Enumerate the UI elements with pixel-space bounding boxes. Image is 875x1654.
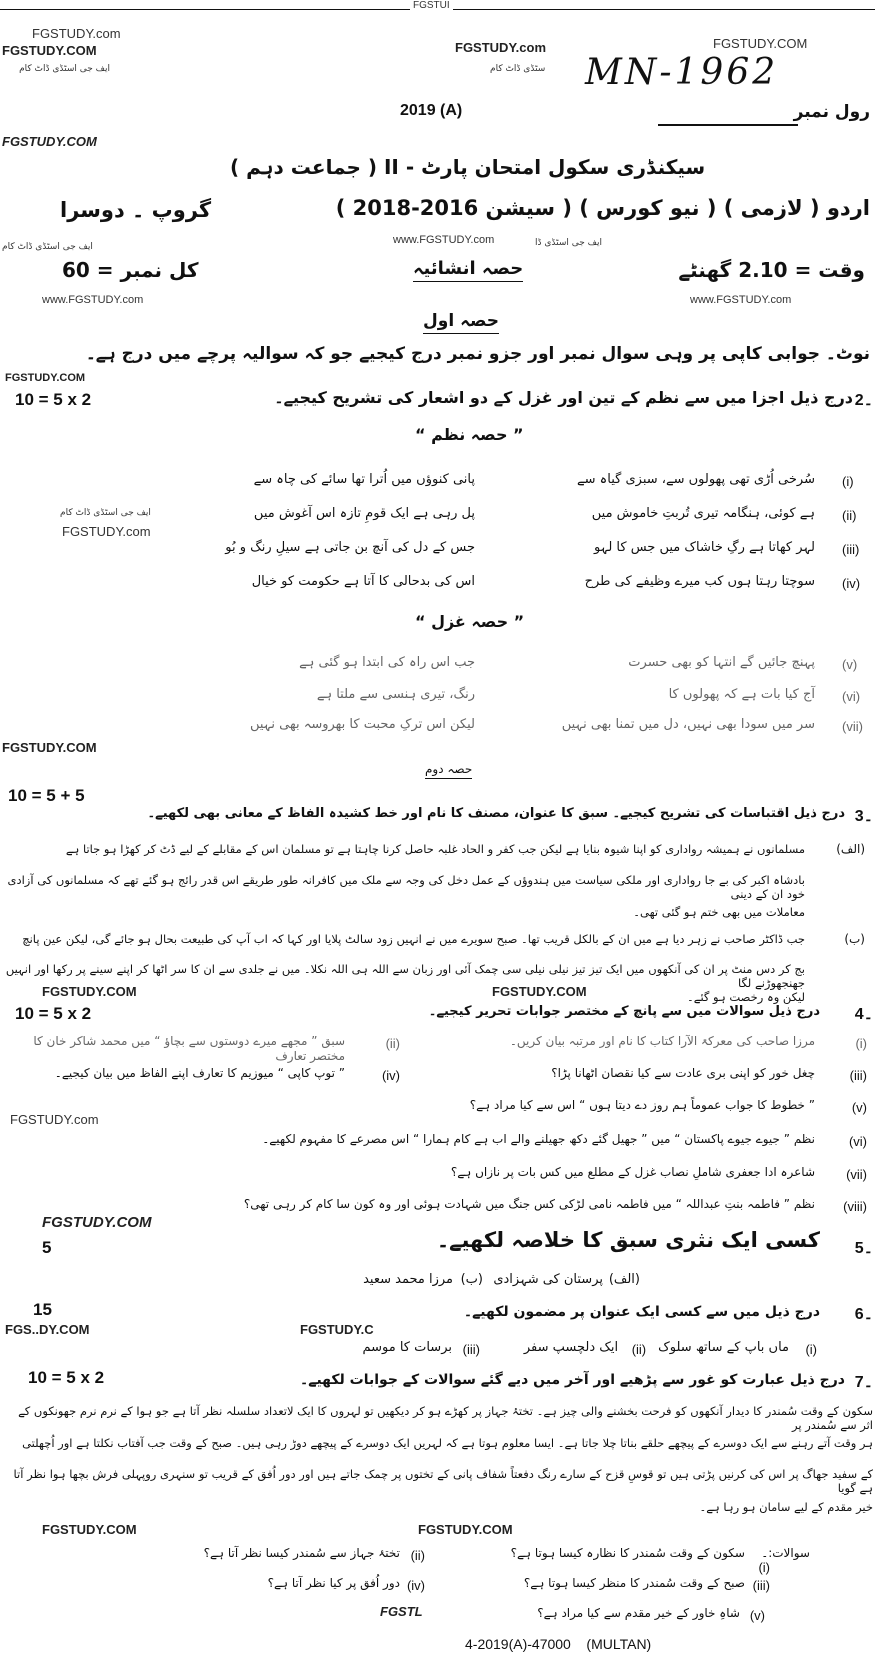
watermark: www.FGSTUDY.com — [393, 234, 495, 246]
q7-question-text: سکون کے وقت سُمندر کا نظارہ کیسا ہوتا ہے؟ — [510, 1546, 745, 1560]
watermark: FGSTUDY.com — [32, 26, 121, 41]
verse-misra-first: پہنچ جائیں گے انتہا کو بھی حسرت — [628, 655, 815, 670]
q5-number: 5۔ — [854, 1240, 873, 1257]
q7-question-number: (ii) — [410, 1548, 425, 1563]
q4-item-text: نظم ” جیوے جیوے پاکستان “ میں ” جھیل گئے دکھ جھیلنے والے اب ہے کام ہمارا “ اس مصرعے کا مفہوم لکھیے۔ — [262, 1132, 815, 1146]
q4-item-number: (viii) — [843, 1199, 867, 1214]
roll-number-line — [658, 124, 798, 126]
verse-misra-second: پانی کنوؤں میں اُترا تھا سائے کی چاہ سے — [253, 472, 475, 487]
watermark: FGSTUDY.com — [10, 1112, 99, 1127]
roll-number-label: رول نمبر — [793, 102, 870, 122]
q5-marks: 5 — [42, 1238, 52, 1257]
q7-marks: 10 = 5 x 2 — [28, 1368, 105, 1387]
q3-alif-label: (الف) — [836, 842, 865, 856]
q4-item-number: (iv) — [381, 1068, 400, 1083]
watermark: FGSTUDY.com — [455, 40, 547, 55]
watermark: FGSTUDY.COM — [713, 36, 808, 51]
q4-number: 4۔ — [854, 1006, 873, 1023]
verse-number: (vi) — [842, 689, 861, 704]
q6-option-text: ماں باپ کے ساتھ سلوک — [658, 1340, 789, 1355]
watermark: FGSTUDY.COM — [2, 740, 97, 755]
watermark: FGSTUDY.C — [300, 1322, 374, 1337]
q4-item-number: (v) — [851, 1100, 867, 1115]
q5-option-b: مرزا محمد سعید — [363, 1272, 453, 1287]
roll-number-handwritten: MN-1962 — [585, 52, 779, 93]
verse-misra-second: لیکن اس ترکِ محبت کا بھروسہ بھی نہیں — [249, 717, 475, 732]
passage-line: بج کر دس منٹ پر ان کی آنکھوں میں ایک تیز تیز نیلی نیلی سی چمک آئی اور زبان سے اللہ ہی اللہ نکلا۔ میں نے جلدی سے ان کا سر اٹھا کر اپنے سینے پر رکھا اور انہیں جھنجھوڑنے لگا — [5, 962, 805, 991]
q3-text: درج ذیل اقتباسات کی تشریح کیجیے۔ سبق کا عنوان، مصنف کا نام اور خط کشیدہ الفاظ کے معانی بھی لکھیے۔ — [147, 806, 845, 821]
q7-question-text: دور اُفق پر کیا نظر آتا ہے؟ — [267, 1576, 400, 1590]
passage-line: بادشاہ اکبر کی بے جا رواداری اور ملکی سیاست میں ہندوؤں کے عمل دخل کی وجہ سے ملک میں کافرانہ طور طریقے اس قدر رائج ہو گئے تھے کہ مسلمانوں کی آزادی خود ان کے دینی — [7, 873, 805, 902]
watermark: FGS..DY.COM — [5, 1322, 90, 1337]
verse-misra-first: سوچتا رہتا ہوں کب میرے وظیفے کی طرح — [584, 574, 815, 589]
q4-item-text: سبق ” مجھے میرے دوستوں سے بچاؤ “ میں محمد شاکر خان کا مختصر تعارف — [33, 1034, 345, 1063]
verse-misra-second: رنگ، تیری ہنسی سے ملتا ہے — [316, 687, 475, 702]
q6-option-text: برسات کا موسم — [362, 1340, 452, 1355]
q6-option-number: (iii) — [462, 1342, 480, 1357]
q4-item-number: (i) — [855, 1036, 867, 1051]
passage-line: کے سفید جھاگ پر اس کی کرنیں پڑتی ہیں تو قوسِ قزح کے سارے رنگ دفعتاً شفاف پانی کے تختوں پر چمک جاتے ہیں اور دور اُفق کے قریب تو سنہری روپہلی فرش بچھا ہوا نظر آتا ہے گویا — [13, 1467, 873, 1496]
passage-line: خیر مقدم کے لیے سامان ہو رہا ہے۔ — [699, 1500, 873, 1514]
watermark: FGSTUDY.COM — [42, 1214, 152, 1231]
q4-item-text: ” توپ کاپی “ میوزیم کا تعارف اپنے الفاظ میں بیان کیجیے۔ — [54, 1066, 345, 1080]
q6-option-number: (i) — [805, 1342, 817, 1357]
q7-question-number: (i) — [758, 1560, 770, 1575]
section-title: حصہ انشائیہ — [413, 258, 523, 282]
passage-line: ہر وقت آتے رہنے سے ایک دوسرے کے پیچھے حلقے بناتا چلا جاتا ہے۔ ایسا معلوم ہوتا ہے کہ لہریں ایک دوسرے کے پیچھے دوڑ رہی ہیں۔ صبح کے وقت جب آفتاب نکلتا ہے اور اُچھلتی — [22, 1436, 873, 1450]
q4-item-text: نظم ” فاطمہ بنتِ عبداللہ “ میں فاطمہ نامی لڑکی کس جنگ میں شہادت ہوئی اور وہ کون سا کام کر رہی تھی؟ — [243, 1197, 815, 1211]
q2-text: درج ذیل اجزا میں سے نظم کے تین اور غزل کے دو اشعار کی تشریح کیجیے۔ — [274, 388, 853, 407]
verse-number: (vii) — [842, 719, 863, 734]
verse-misra-first: سُرخی اُڑی تھی پھولوں سے، سبزی گیاہ سے — [577, 472, 815, 487]
passage-line: جب ڈاکٹر صاحب نے زہر دیا ہے میں ان کے بالکل قریب تھا۔ صبح سویرے میں نے انہیں زود سالٹ پلایا اور کہا کہ اب آپ کی طبیعت بحال ہو جائے گی، لیکن عین پانچ — [22, 932, 805, 946]
watermark: FGSTUDY.com — [62, 524, 151, 539]
q4-item-text: شاعرہ ادا جعفری شاملِ نصاب غزل کے مطلع میں کس بات پر نازاں ہے؟ — [450, 1165, 815, 1179]
q7-text: درج ذیل عبارت کو غور سے پڑھیے اور آخر میں دیے گئے سوالات کے جوابات لکھیے۔ — [300, 1372, 845, 1388]
watermark: FGSTUDY.COM — [492, 984, 587, 999]
verse-misra-first: ہے کوئی، ہنگامہ تیری تُربتِ خاموش میں — [591, 506, 815, 521]
watermark-urdu: سٹڈی ڈاٹ کام — [490, 64, 546, 74]
exam-year: 2019 (A) — [400, 102, 463, 119]
passage-line: معاملات میں بھی ختم ہو گئی تھی۔ — [633, 905, 805, 919]
q5-option-a: پرستان کی شہزادی — [493, 1272, 603, 1287]
q4-item-number: (vii) — [846, 1167, 867, 1182]
q6-text: درج ذیل میں سے کسی ایک عنوان پر مضمون لکھیے۔ — [463, 1304, 820, 1320]
paper-code: 4-2019(A)-47000 (MULTAN) — [465, 1636, 652, 1652]
q6-option-text: ایک دلچسپ سفر — [523, 1340, 619, 1355]
note: نوٹ۔ جوابی کاپی پر وہی سوال نمبر اور جزو نمبر درج کیجیے جو کہ سوالیہ پرچے میں درج ہے۔ — [85, 344, 870, 364]
q7-question-number: (iv) — [406, 1578, 425, 1593]
watermark: FGSTUDY.COM — [5, 372, 86, 384]
watermark-urdu: ایف جی اسٹڈی ڈاٹ کام — [60, 508, 151, 518]
q3-number: 3۔ — [854, 808, 873, 825]
passage-line: مسلمانوں نے ہمیشہ رواداری کو اپنا شیوہ بنایا ہے لیکن جب کفر و الحاد غلبہ حاصل کرنا چاہتا ہے تو مسلمان اس کے مقابلے کے لیے ڈٹ کر کھڑا ہو جاتا ہے — [65, 842, 805, 856]
q4-item-number: (ii) — [385, 1036, 400, 1051]
part1-heading: حصہ اول — [423, 310, 499, 334]
verse-misra-second: جب اس راہ کی ابتدا ہو گئی ہے — [299, 655, 475, 670]
q7-question-text: تختۂ جہاز سے سُمندر کیسا نظر آتا ہے؟ — [203, 1546, 400, 1560]
q4-marks: 10 = 5 x 2 — [15, 1004, 92, 1023]
verse-misra-second: اس کی بدحالی کا آتا ہے حکومت کو خیال — [251, 574, 475, 589]
watermark: FGSTUI — [410, 0, 453, 11]
subject-line: اردو ( لازمی ) ( نیو کورس ) ( سیشن 2016-2018 ) — [335, 196, 870, 220]
q3-marks: 10 = 5 + 5 — [8, 786, 85, 805]
q6-option-number: (ii) — [631, 1342, 647, 1357]
watermark-urdu: ایف جی اسٹڈی ڈاٹ کام — [19, 64, 110, 74]
watermark: FGSTUDY.COM — [2, 134, 97, 149]
q7-question-text: شاہِ خاور کے خیر مقدم سے کیا مراد ہے؟ — [537, 1606, 740, 1620]
total-marks: کل نمبر = 60 — [62, 258, 199, 282]
watermark-urdu: ایف جی اسٹڈی ڈا — [535, 238, 603, 248]
q7-questions-label: سوالات:۔ — [761, 1546, 810, 1560]
q6-marks: 15 — [33, 1300, 52, 1319]
verse-misra-second: پل رہی ہے ایک قومِ تازہ اس آغوش میں — [253, 506, 475, 521]
q4-item-number: (iii) — [849, 1068, 867, 1083]
verse-number: (v) — [842, 657, 858, 672]
q4-item-number: (vi) — [848, 1134, 867, 1149]
q3-be-label: (ب) — [844, 932, 865, 946]
q4-item-text: چغل خور کو اپنی بری عادت سے کیا نقصان اٹھانا پڑا؟ — [551, 1066, 815, 1080]
q6-number: 6۔ — [854, 1306, 873, 1323]
group-label: گروپ ۔ دوسرا — [60, 198, 212, 222]
q7-question-number: (iii) — [752, 1578, 770, 1593]
q4-item-text: مرزا صاحب کی معرکۃ الآرا کتاب کا نام اور مرتبہ بیان کریں۔ — [509, 1034, 815, 1048]
watermark: FGSTL — [380, 1604, 423, 1619]
q7-question-text: صبح کے وقت سُمندر کا منظر کیسا ہوتا ہے؟ — [523, 1576, 745, 1590]
verse-misra-first: آج کیا بات ہے کہ پھولوں کا — [668, 687, 815, 702]
watermark: FGSTUDY.COM — [418, 1522, 513, 1537]
verse-number: (iv) — [842, 576, 861, 591]
q7-number: 7۔ — [854, 1374, 873, 1391]
q2-marks: 10 = 5 x 2 — [15, 390, 92, 409]
nazm-heading: ” حصہ نظم “ — [415, 425, 524, 444]
verse-number: (i) — [842, 474, 854, 489]
verse-misra-second: جس کے دل کی آنچ بن جاتی ہے سیلِ رنگ و بُو — [225, 540, 475, 555]
part2-heading: حصہ دوم — [425, 762, 472, 779]
q7-question-number: (v) — [749, 1608, 765, 1623]
verse-misra-first: سر میں سودا بھی نہیں، دل میں تمنا بھی نہیں — [561, 717, 815, 732]
ghazal-heading: ” حصہ غزل “ — [415, 612, 525, 631]
verse-number: (ii) — [842, 508, 857, 523]
q5-option-b-label: (ب) — [460, 1272, 483, 1287]
q2-number: 2۔ — [854, 392, 873, 409]
q5-text: کسی ایک نثری سبق کا خلاصہ لکھیے۔ — [436, 1228, 820, 1252]
verse-number: (iii) — [842, 542, 860, 557]
watermark: FGSTUDY.COM — [42, 1522, 137, 1537]
q4-text: درج ذیل سوالات میں سے پانچ کے مختصر جوابات تحریر کیجیے۔ — [428, 1004, 820, 1019]
paper-title: سیکنڈری سکول امتحان پارٹ - II ( جماعت دہم ) — [230, 155, 706, 179]
q4-item-text: ” خطوط کا جواب عموماً ہم روز دے دیتا ہوں “ اس سے کیا مراد ہے؟ — [469, 1098, 815, 1112]
time-allowed: وقت = 2.10 گھنٹے — [678, 258, 865, 282]
passage-line: سکون کے وقت سُمندر کا دیدار آنکھوں کو فرحت بخشنے والی چیز ہے۔ تختۂ جہاز پر کھڑے ہو کر دیکھیں تو لہروں کا ایک لاتعداد سلسلہ نظر آتا ہے جو ہوا کے نرم نرم جھونکوں کے اثر سے سُمندر پر — [18, 1404, 873, 1433]
watermark: FGSTUDY.COM — [2, 43, 97, 58]
verse-misra-first: لہر کھاتا ہے رگِ خاشاک میں جس کا لہو — [594, 540, 815, 555]
watermark: www.FGSTUDY.com — [42, 294, 144, 306]
watermark: FGSTUDY.COM — [42, 984, 137, 999]
q5-option-a-label: (الف) — [608, 1272, 640, 1287]
watermark-urdu: ایف جی اسٹڈی ڈاٹ کام — [2, 242, 93, 252]
watermark: www.FGSTUDY.com — [690, 294, 792, 306]
passage-line: لیکن وہ رخصت ہو گئے۔ — [686, 990, 805, 1004]
